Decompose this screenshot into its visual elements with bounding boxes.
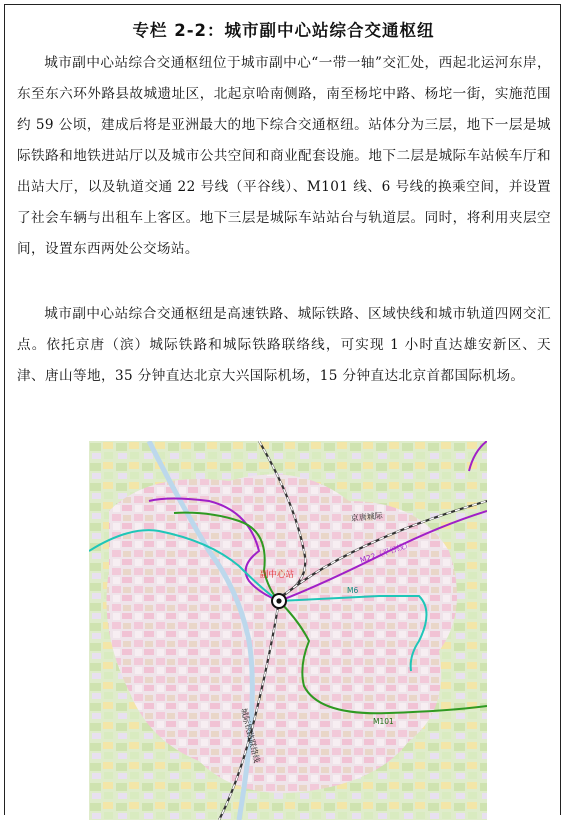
box-title: 专栏 2-2：城市副中心站综合交通枢纽: [132, 21, 435, 40]
jingtang-label: 京唐城际: [350, 511, 384, 523]
m22-label: M22（平谷线）: [358, 539, 413, 565]
feature-box: [4, 4, 561, 815]
station-icon[interactable]: [272, 594, 286, 608]
m6-label: M6: [347, 586, 359, 595]
paragraph-1: 城市副中心站综合交通枢纽位于城市副中心“一带一轴”交汇处，西起北运河东岸，东至东六环外路县故城遗址区，北起京哈南侧路，南至杨坨中路、杨坨一街，实施范围约 59 公顷，建成后将是亚洲最大的地下综合交通枢纽。站体分为三层，地下一层是城际铁路和地铁进站厅以及城市公共空间和商业配套设施。地下二层是城际车站候车厅和出站大厅，以及轨道交通 22 号线（平谷线）、M101 线、6 号线的换乘空间，并设置了社会车辆与出租车上客区。地下三层是城际车站站台与轨道层。同时，将利用夹层空间，设置东西两处公交场站。: [17, 55, 551, 257]
liaison-label: 城际铁路联络线: [239, 707, 262, 764]
map-svg: [89, 441, 487, 820]
m101-label: M101: [373, 717, 394, 726]
station-label: 副中心站: [260, 570, 295, 580]
paragraph-2: 城市副中心站综合交通枢纽是高速铁路、城际铁路、区域快线和城市轨道四网交汇点。依托京唐（滨）城际铁路和城际铁路联络线，可实现 1 小时直达雄安新区、天津、唐山等地，35 分钟直达北京大兴国际机场，15 分钟直达北京首都国际机场。: [17, 306, 551, 384]
hub-map: [89, 441, 487, 820]
